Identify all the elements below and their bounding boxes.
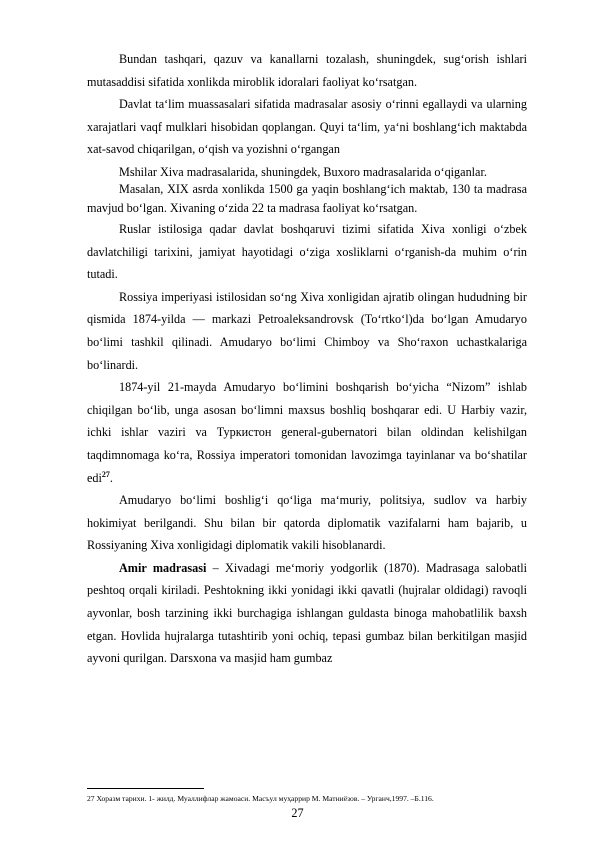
paragraph-madrasalar: Davlat taʻlim muassasalari sifatida madrasalar asosiy oʻrinni egallaydi va ularning xarajatlari vaqf mulklari hisobidan qoplangan. Quyi taʻlim, yaʻni boshlangʻich maktabda xat-savod chiqarilgan, oʻqish va yozishni oʻrgangan [87,97,527,157]
paragraph-boshliq: Amudaryo boʻlimi boshligʻi qoʻliga maʻmuriy, politsiya, sudlov va harbiy hokimiyat berilgandi. Shu bilan bir qatorda diplomatik vazifalarni ham bajarib, u Rossiyaning Xiva xonligidagi diplomatik vakili hisoblanardi. [87,493,527,553]
amir-madrasasi-text: – Xivadagi meʻmoriy yodgorlik (1870). Madrasaga salobatli peshtoq orqali kiriladi. Peshtokning ikki yonidagi ikki qavatli (hujralar oldidagi) ravoqli ayvonlar, bosh tarzining ikki burchagiga ishlangan guldasta binoga mahobatlilik baxsh etgan. Hovlida hujralarga tutashtirib yoni ochiq, tepasi gumbaz bilan berkitilgan masjid ayvoni qurilgan. Darsxona va masjid ham gumbaz [87,560,527,666]
paragraph-rossiya: Rossiya imperiyasi istilosidan soʻng Xiva xonligidan ajratib olingan hududning bir qismida 1874-yilda — markazi Petroaleksandrovsk (Toʻrtkoʻl)da boʻlgan Amudaryo boʻlimi tashkil qilinadi. Amudaryo boʻlimi Chimboy va Shoʻraxon uchastkalariga boʻlinardi. [87,289,527,372]
footnote: 27 Хоразм тарихи. 1- жилд. Муаллифлар жамоаси. Масъул муҳаррир М. Матниёзов. – Урганч,1997. –Б.116. [87,794,434,803]
paragraph-nizom: 1874-yil 21-mayda Amudaryo boʻlimini boshqarish boʻyicha “Nizom” ishlab chiqilgan boʻlib, unga asosan boʻlimni maxsus boshliq boshqarar edi. U Harbiy vazir, ichki ishlar vaziri va Туркистон general-gubernatori bilan oldindan kelishilgan taqdimnomaga koʻra, Rossiya imperatori tomonidan lavozimga tayinlanar va boʻshatilar edi$^{27}$. [87,380,527,485]
paragraph-masalan: Masalan, XIX asrda xonlikda 1500 ga yaqin boshlangʻich maktab, 130 ta madrasa mavjud boʻlgan. Xivaning oʻzida 22 ta madrasa faoliyat koʻrsatgan. [87,181,527,215]
paragraph-nizom-text: 1874-yil 21-mayda Amudaryo boʻlimini boshqarish boʻyicha “Nizom” ishlab chiqilgan boʻlib, unga asosan boʻlimni maxsus boshliq boshqarar edi. U Harbiy vazir, ichki ishlar vaziri va Туркистон general-gubernatori bilan oldindan kelishilgan taqdimnomaga koʻra, Rossiya imperatori tomonidan lavozimga tayinlanar va boʻshatilar edi [87,380,527,485]
paragraph-miroblik: Bundan tashqari, qazuv va kanallarni tozalash, shuningdek, sugʻorish ishlari mutasaddisi sifatida xonlikda miroblik idoralari faoliyat koʻrsatgan. [87,52,527,89]
paragraph-mshilar: Mshilar Xiva madrasalarida, shuningdek, Buxoro madrasalarida oʻqiganlar. [119,164,487,179]
paragraph-amir-madrasasi [87,557,527,670]
paragraph-ruslar: Ruslar istilosiga qadar davlat boshqaruvi tizimi sifatida Xiva xonligi oʻzbek davlatchiligi tarixini, jamiyat hayotidagi oʻziga xosliklarni oʻrganish-da muhim oʻrin tutadi. [87,221,527,282]
footnote-reference: 27 [101,469,110,479]
footnote-divider [87,788,204,789]
document-body [87,48,527,670]
page-number: 27 [291,806,304,820]
amir-madrasasi-heading: Amir madrasasi [119,560,207,575]
